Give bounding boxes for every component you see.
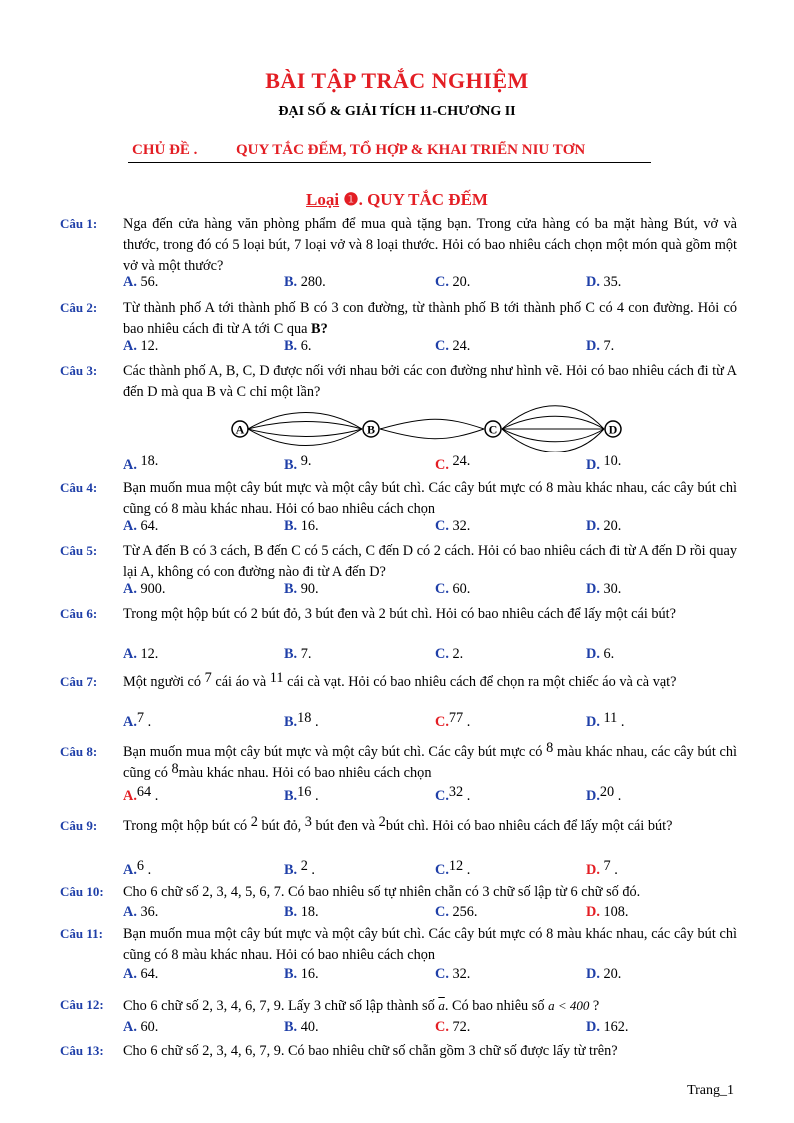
option-b[interactable]: B. 40. xyxy=(284,1019,319,1035)
option-a[interactable]: A. 60. xyxy=(123,1019,159,1035)
question-text: Cho 6 chữ số 2, 3, 4, 6, 7, 9. Lấy 3 chữ số lập thành số $\overline{a}$. Có bao nhiêu số a < 400 ? xyxy=(123,998,600,1014)
topic-text: QUY TẮC ĐẾM, TỔ HỢP & KHAI TRIỂN NIU TƠN xyxy=(236,142,586,158)
question-number: Câu 13: xyxy=(60,1043,104,1058)
section-heading xyxy=(0,190,794,210)
answer-options xyxy=(123,710,743,736)
option-b[interactable]: B. 16. xyxy=(284,518,319,534)
option-d[interactable]: D. 108. xyxy=(586,904,629,920)
topic-heading xyxy=(128,142,651,163)
option-c[interactable]: C.32 . xyxy=(435,784,471,804)
question-number: Câu 4: xyxy=(60,480,98,495)
page-number: Trang_1 xyxy=(687,1083,734,1098)
answer-options xyxy=(123,338,743,360)
option-c[interactable]: C. 20. xyxy=(435,274,471,290)
option-d[interactable]: D.20 . xyxy=(586,784,622,804)
option-a[interactable]: A. 64. xyxy=(123,518,159,534)
option-a[interactable]: A. 64. xyxy=(123,966,159,982)
question-number: Câu 1: xyxy=(60,216,98,231)
graph-node-d xyxy=(605,421,621,437)
section-badge-icon: ❶ xyxy=(343,190,359,209)
option-b[interactable]: B. 2 . xyxy=(284,858,316,878)
question-number: Câu 8: xyxy=(60,744,98,759)
question-text: Bạn muốn mua một cây bút mực và một cây bút chì. Các cây bút mực có 8 màu khác nhau, các cây bút chì cũng có 8 màu khác nhau. Hỏi có bao nhiêu cách chọn xyxy=(123,926,737,964)
option-a[interactable]: A. 12. xyxy=(123,646,159,662)
svg-text:D: D xyxy=(608,422,618,437)
question-text: Bạn muốn mua một cây bút mực và một cây bút chì. Các cây bút mực có 8 màu khác nhau, các cây bút chì cũng có 8 màu khác nhau. Hỏi có bao nhiêu cách chọn xyxy=(123,480,737,518)
option-a[interactable]: A. 18. xyxy=(123,453,159,473)
option-d[interactable]: D. 7. xyxy=(586,338,615,354)
answer-options xyxy=(123,274,743,296)
question-text: Các thành phố A, B, C, D được nối với nhau bởi các con đường như hình vẽ. Hỏi có bao nhiêu cách đi từ A đến D mà qua B và C chỉ một lần? xyxy=(123,363,737,401)
answer-options xyxy=(123,453,743,479)
question-text: Cho 6 chữ số 2, 3, 4, 5, 6, 7. Có bao nhiêu số tự nhiên chẵn có 3 chữ số lập từ 6 chữ số đó. xyxy=(123,884,641,900)
option-c[interactable]: C. 72. xyxy=(435,1019,471,1035)
option-a[interactable]: A.7 . xyxy=(123,710,152,730)
graph-node-c xyxy=(485,421,501,437)
option-c[interactable]: C. 256. xyxy=(435,904,478,920)
answer-options xyxy=(123,1019,743,1041)
option-c[interactable]: C. 24. xyxy=(435,338,471,354)
question-text: Trong một hộp bút có 2 bút đỏ, 3 bút đen và 2 bút chì. Hỏi có bao nhiêu cách để lấy một cái bút? xyxy=(123,606,676,622)
section-name: . QUY TẮC ĐẾM xyxy=(358,190,488,209)
answer-options xyxy=(123,518,743,540)
option-b[interactable]: B. 6. xyxy=(284,338,312,354)
option-d[interactable]: D. 6. xyxy=(586,646,615,662)
question-text: Bạn muốn mua một cây bút mực và một cây bút chì. Các cây bút mực có 8 màu khác nhau, các cây bút chì cũng có 8màu khác nhau. Hỏi có bao nhiêu cách chọn xyxy=(123,740,737,782)
question-number: Câu 7: xyxy=(60,674,98,689)
option-b[interactable]: B. 280. xyxy=(284,274,326,290)
question-text: Cho 6 chữ số 2, 3, 4, 6, 7, 9. Có bao nhiêu chữ số chẵn gồm 3 chữ số được lấy từ trên? xyxy=(123,1043,618,1059)
graph-node-b xyxy=(363,421,379,437)
option-c[interactable]: C.12 . xyxy=(435,858,471,878)
document-subtitle: ĐẠI SỐ & GIẢI TÍCH 11-CHƯƠNG II xyxy=(278,104,516,119)
question-text: Từ A đến B có 3 cách, B đến C có 5 cách, C đến D có 2 cách. Hỏi có bao nhiêu cách đi từ A đến D rồi quay lại A, không có con đường nào đi từ A đến D? xyxy=(123,543,737,581)
road-graph-diagram xyxy=(226,402,628,452)
option-d[interactable]: D. 7 . xyxy=(586,858,618,878)
question-number: Câu 5: xyxy=(60,543,98,558)
question-text: Trong một hộp bút có 2 bút đỏ, 3 bút đen và 2bút chì. Hỏi có bao nhiêu cách để lấy một cái bút? xyxy=(123,814,673,834)
answer-options xyxy=(123,581,743,603)
svg-text:B: B xyxy=(366,422,376,437)
option-c[interactable]: C. 2. xyxy=(435,646,464,662)
option-a[interactable]: A.6 . xyxy=(123,858,152,878)
question-text: Một người có 7 cái áo và 11 cái cà vạt. Hỏi có bao nhiêu cách để chọn ra một chiếc áo và cà vạt? xyxy=(123,670,677,690)
answer-options xyxy=(123,784,743,810)
option-d[interactable]: D. 10. xyxy=(586,453,622,473)
question-number: Câu 11: xyxy=(60,926,103,941)
topic-label: CHỦ ĐỀ . xyxy=(132,142,198,158)
question-number: Câu 12: xyxy=(60,997,104,1012)
option-c[interactable]: C. 24. xyxy=(435,453,471,473)
question-number: Câu 3: xyxy=(60,363,98,378)
option-b[interactable]: B. 9. xyxy=(284,453,312,473)
question-number: Câu 10: xyxy=(60,884,104,899)
option-d[interactable]: D. 20. xyxy=(586,518,622,534)
svg-text:A: A xyxy=(235,422,245,437)
question-number: Câu 9: xyxy=(60,818,98,833)
option-c[interactable]: C. 32. xyxy=(435,966,471,982)
option-a[interactable]: A. 12. xyxy=(123,338,159,354)
answer-options xyxy=(123,904,743,926)
option-c[interactable]: C. 32. xyxy=(435,518,471,534)
option-b[interactable]: B. 18. xyxy=(284,904,319,920)
option-b[interactable]: B.16 . xyxy=(284,784,319,804)
option-c[interactable]: C. 60. xyxy=(435,581,471,597)
option-a[interactable]: A.64 . xyxy=(123,784,159,804)
question-text: Từ thành phố A tới thành phố B có 3 con đường, từ thành phố B tới thành phố C có 4 con đường. Hỏi có bao nhiêu cách đi từ A tới C qua B? xyxy=(123,300,737,338)
answer-options xyxy=(123,646,743,668)
document-title: BÀI TẬP TRẮC NGHIỆM xyxy=(265,68,529,93)
option-d[interactable]: D. 162. xyxy=(586,1019,629,1035)
question-number: Câu 2: xyxy=(60,300,98,315)
svg-text:C: C xyxy=(488,422,498,437)
section-loai: Loại xyxy=(306,190,340,209)
option-b[interactable]: B. 16. xyxy=(284,966,319,982)
option-d[interactable]: D. 20. xyxy=(586,966,622,982)
question-number: Câu 6: xyxy=(60,606,98,621)
answer-options xyxy=(123,966,743,988)
option-a[interactable]: A. 36. xyxy=(123,904,159,920)
question-text: Nga đến cửa hàng văn phòng phẩm để mua quà tặng bạn. Trong cửa hàng có ba mặt hàng Bút, vở và thước, trong đó có 5 loại bút, 7 loại vở và 8 loại thước. Hỏi có bao nhiêu cách chọn một món quà gồm một vở và một thước? xyxy=(123,216,737,275)
answer-options xyxy=(123,858,743,884)
option-b[interactable]: B. 90. xyxy=(284,581,319,597)
option-b[interactable]: B. 7. xyxy=(284,646,312,662)
option-d[interactable]: D. 11 . xyxy=(586,710,625,730)
option-a[interactable]: A. 900. xyxy=(123,581,166,597)
option-c[interactable]: C.77 . xyxy=(435,710,471,730)
graph-node-a xyxy=(232,421,248,437)
option-b[interactable]: B.18 . xyxy=(284,710,319,730)
option-d[interactable]: D. 35. xyxy=(586,274,622,290)
option-d[interactable]: D. 30. xyxy=(586,581,622,597)
option-a[interactable]: A. 56. xyxy=(123,274,159,290)
